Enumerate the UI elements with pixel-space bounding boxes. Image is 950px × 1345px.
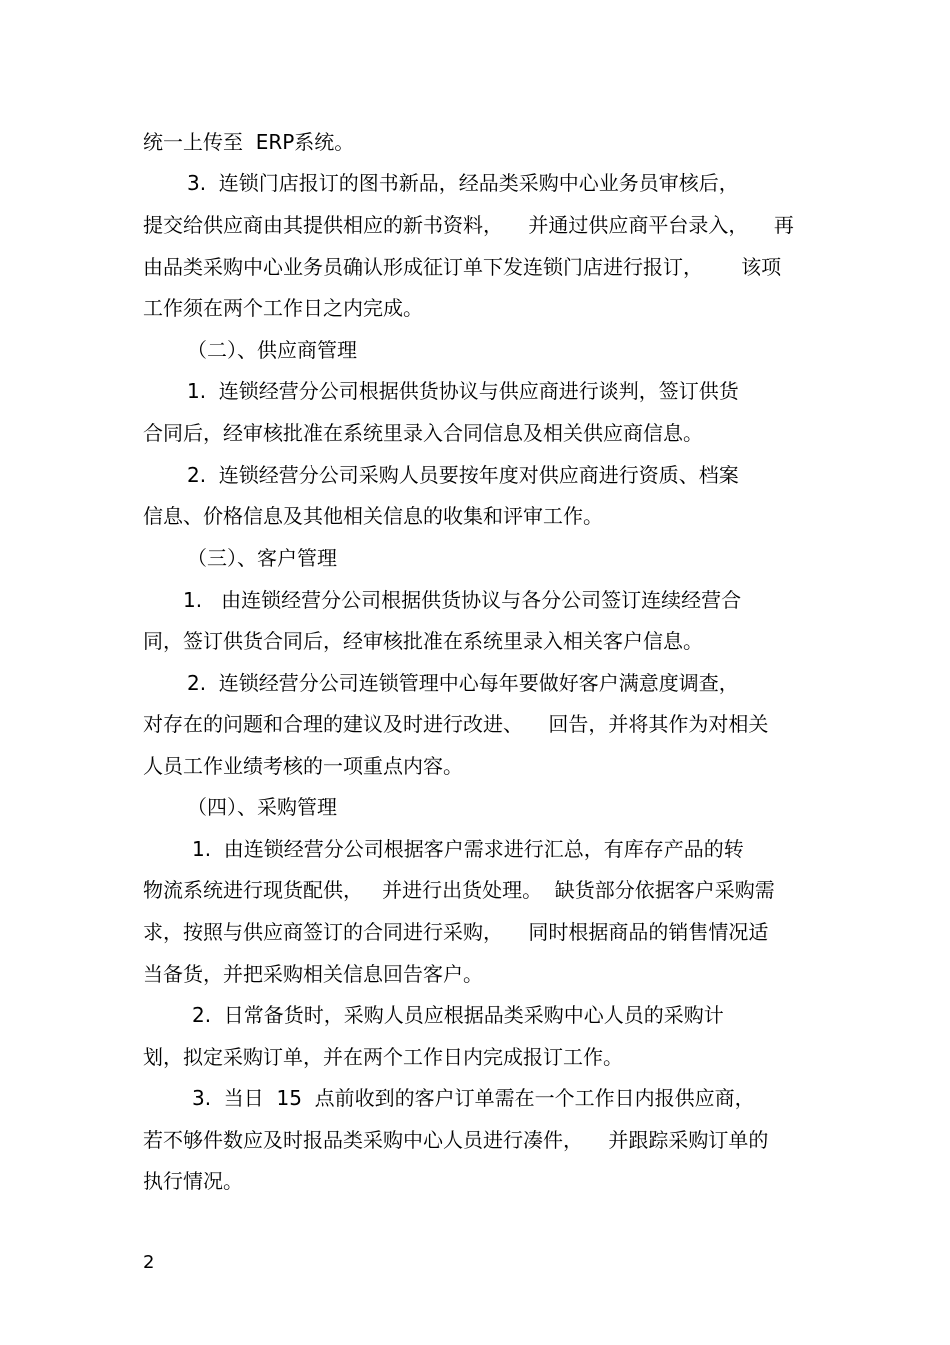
text-line: 统一上传至 ERP系统。 <box>143 130 355 154</box>
text-line: 对存在的问题和合理的建议及时进行改进、 回告，并将其作为对相关 <box>143 712 769 736</box>
text-line: 划，拟定采购订单，并在两个工作日内完成报订工作。 <box>143 1045 623 1069</box>
section-heading: （三）、客户管理 <box>187 546 337 570</box>
text-line: 当备货，并把采购相关信息回告客户。 <box>143 962 483 986</box>
text-line: 提交给供应商由其提供相应的新书资料， 并通过供应商平台录入， 再 <box>143 213 794 237</box>
text-line: 1. 连锁经营分公司根据供货协议与供应商进行谈判，签订供货 <box>187 379 739 403</box>
text-line: 由品类采购中心业务员确认形成征订单下发连锁门店进行报订， 该项 <box>143 255 782 279</box>
text-line: 合同后，经审核批准在系统里录入合同信息及相关供应商信息。 <box>143 421 703 445</box>
text-line: 2. 连锁经营分公司采购人员要按年度对供应商进行资质、档案 <box>187 463 739 487</box>
text-line: 3. 连锁门店报订的图书新品，经品类采购中心业务员审核后， <box>187 171 739 195</box>
text-line: 3. 当日 15 点前收到的客户订单需在一个工作日内报供应商， <box>192 1086 755 1110</box>
text-line: 2. 连锁经营分公司连锁管理中心每年要做好客户满意度调查， <box>187 671 739 695</box>
text-line: 工作须在两个工作日之内完成。 <box>143 296 423 320</box>
text-line: 若不够件数应及时报品类采购中心人员进行凑件， 并跟踪采购订单的 <box>143 1128 769 1152</box>
page-number: 2 <box>143 1252 155 1273</box>
section-heading: （四）、采购管理 <box>187 795 337 819</box>
text-line: 同，签订供货合同后，经审核批准在系统里录入相关客户信息。 <box>143 629 703 653</box>
text-line: 2. 日常备货时，采购人员应根据品类采购中心人员的采购计 <box>192 1003 724 1027</box>
text-line: 1. 由连锁经营分公司根据供货协议与各分公司签订连续经营合 <box>183 588 742 612</box>
text-line: 人员工作业绩考核的一项重点内容。 <box>143 754 463 778</box>
text-line: 执行情况。 <box>143 1169 243 1193</box>
text-line: 1. 由连锁经营分公司根据客户需求进行汇总，有库存产品的转 <box>192 837 744 861</box>
text-line: 求，按照与供应商签订的合同进行采购， 同时根据商品的销售情况适 <box>143 920 769 944</box>
text-line: 物流系统进行现货配供， 并进行出货处理。 缺货部分依据客户采购需 <box>143 878 775 902</box>
text-line: 信息、价格信息及其他相关信息的收集和评审工作。 <box>143 504 603 528</box>
section-heading: （二）、供应商管理 <box>187 338 357 362</box>
